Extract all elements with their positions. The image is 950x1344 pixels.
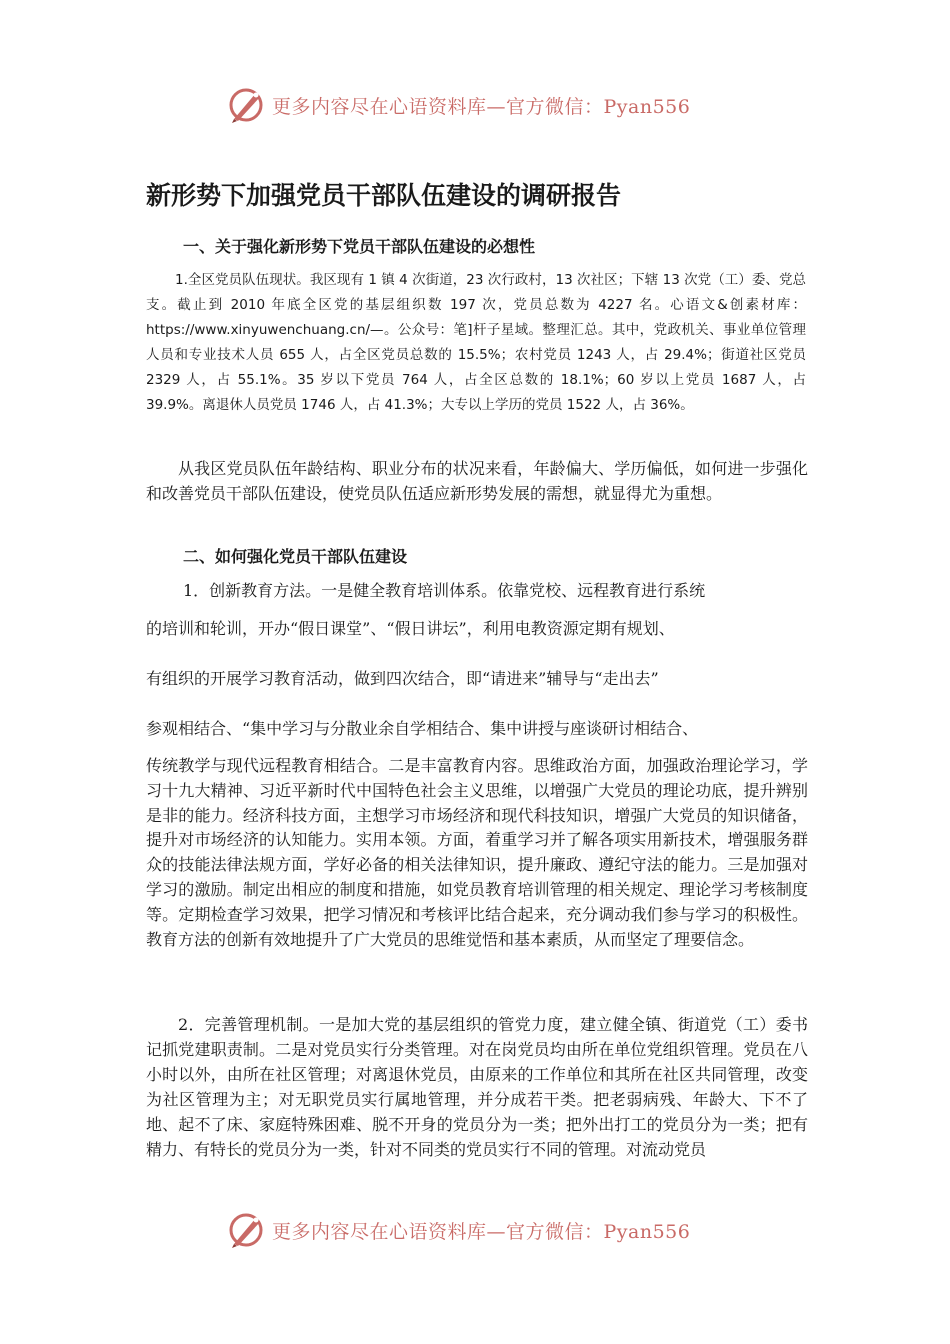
header-banner[interactable]: [226, 84, 746, 126]
paragraph-education-line: 1．创新教育方法。一是健全教育培训体系。依靠党校、远程教育进行系统: [183, 581, 706, 600]
paragraph-party-status: 1.全区党员队伍现状。我区现有 1 镇 4 次街道，23 次行政村，13 次社区；下辖 13 次党（工）委、党总支。截止到 2010 年底全区党的基层组织数 197 次，党员总数为 4227 名。心语文&创素材库：https://www.xinyuwenchuang.cn/—。公众号：笔]杆子星域。整理汇总。其中，党政机关、事业单位管理人员和专业技术人员 655 人，占全区党员总数的 15.5%；农村党员 1243 人，占 29.4%；街道社区党员 2329 人，占 55.1%。35 岁以下党员 764 人，占全区总数的 18.1%；60 岁以上党员 1687 人，占 39.9%。离退休人员党员 1746 人，占 41.3%；大专以上学历的党员 1522 人，占 36%。: [146, 272, 806, 413]
paragraph-education-line: 的培训和轮训，开办“假日课堂”、“假日讲坛”，利用电教资源定期有规划、: [146, 619, 675, 638]
paragraph-management: 2．完善管理机制。一是加大党的基层组织的管党力度，建立健全镇、街道党（工）委书记抓党建职责制。二是对党员实行分类管理。对在岗党员均由所在单位党组织管理。党员在八小时以外，由所在社区管理；对离退休党员，由原来的工作单位和其所在社区共同管理，改变为社区管理为主；对无职党员实行属地管理，并分成若干类。把老弱病残、年龄大、下不了地、起不了床、家庭特殊困难、脱不开身的党员分为一类；把外出打工的党员分为一类；把有精力、有特长的党员分为一类，针对不同类的党员实行不同的管理。对流动党员: [146, 1015, 808, 1159]
pen-logo-icon: [226, 1210, 266, 1250]
section-heading-2: 二、如何强化党员干部队伍建设: [183, 547, 408, 566]
paragraph-education-content: 传统教学与现代远程教育相结合。二是丰富教育内容。思维政治方面，加强政治理论学习，学习十九大精神、习近平新时代中国特色社会主义思维，以增强广大党员的理论功底，提升辨别是非的能力。经济科技方面，主想学习市场经济和现代科技知识，增强广大党员的知识储备，提升对市场经济的认知能力。实用本领。方面，着重学习并了解各项实用新技术，增强服务群众的技能法律法规方面，学好必备的相关法律知识，提升廉政、遵纪守法的能力。三是加强对学习的激励。制定出相应的制度和措施，如党员教育培训管理的相关规定、理论学习考核制度等。定期检查学习效果，把学习情况和考核评比结合起来，充分调动我们参与学习的积极性。教育方法的创新有效地提升了广大党员的思维觉悟和基本素质，从而坚定了理要信念。: [146, 756, 808, 949]
footer-banner[interactable]: [226, 1209, 746, 1251]
paragraph-education-line: 有组织的开展学习教育活动，做到四次结合，即“请进来”辅导与“走出去”: [146, 669, 659, 688]
banner-text: 更多内容尽在心语资料库—官方微信：Pyan556: [272, 1220, 691, 1243]
document-title: 新形势下加强党员干部队伍建设的调研报告: [146, 181, 622, 210]
paragraph-education-line: 参观相结合、“集中学习与分散业余自学相结合、集中讲授与座谈研讨相结合、: [146, 719, 699, 738]
banner-text: 更多内容尽在心语资料库—官方微信：Pyan556: [272, 95, 691, 118]
paragraph-analysis: 从我区党员队伍年龄结构、职业分布的状况来看，年龄偏大、学历偏低，如何进一步强化和改善党员干部队伍建设，使党员队伍适应新形势发展的需想，就显得尤为重想。: [146, 459, 808, 503]
pen-logo-icon: [226, 85, 266, 125]
section-heading-1: 一、关于强化新形势下党员干部队伍建设的必想性: [183, 237, 536, 256]
